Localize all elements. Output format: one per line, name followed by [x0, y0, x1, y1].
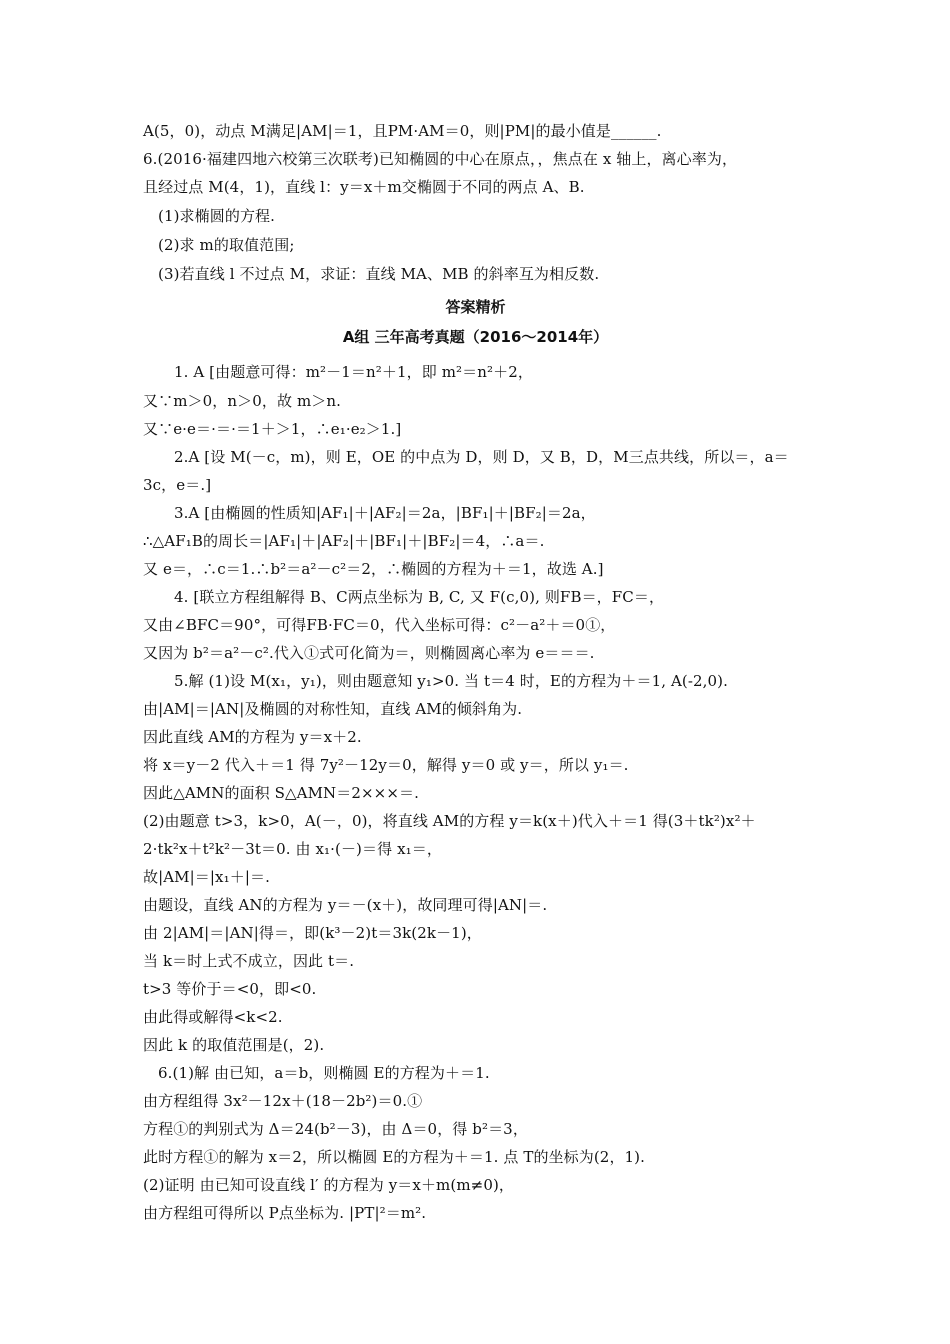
answer-line: 因此△AMN的面积 S△AMN＝2×××＝.: [143, 784, 419, 802]
answer-line: 又∵e·e＝·＝·＝1＋＞1，∴e₁·e₂＞1.]: [143, 420, 402, 438]
answers-group-title: A组 三年高考真题（2016～2014年）: [342, 328, 609, 346]
answer-line: 又∵m＞0，n＞0，故 m＞n.: [143, 392, 341, 410]
answer-line: ∴△AF₁B的周长＝|AF₁|＋|AF₂|＋|BF₁|＋|BF₂|＝4，∴a＝.: [143, 532, 545, 550]
answer-line: 因此 k 的取值范围是(，2).: [143, 1036, 325, 1054]
answer-line: 4. [联立方程组解得 B、C两点坐标为 B, C, 又 F(c,0), 则FB＝，FC＝，: [174, 588, 665, 606]
answer-line: 此时方程①的解为 x＝2，所以椭圆 E的方程为＋＝1. 点 T的坐标为(2，1).: [143, 1148, 646, 1166]
answer-line: 5.解 (1)设 M(x₁，y₁)，则由题意知 y₁>0. 当 t＝4 时，E的方程为＋＝1, A(-2,0).: [174, 672, 728, 690]
answer-line: 由题设，直线 AN的方程为 y＝－(x＋)，故同理可得|AN|＝.: [143, 896, 548, 914]
answer-line: 又由∠BFC＝90°，可得FB·FC＝0，代入坐标可得：c²－a²＋＝0①，: [143, 616, 616, 634]
answer-line: 由方程组得 3x²－12x＋(18－2b²)＝0.①: [143, 1092, 423, 1110]
answer-line: 由|AM|＝|AN|及椭圆的对称性知，直线 AM的倾斜角为.: [143, 700, 523, 718]
problem-line-5: (2)求 m的取值范围;: [158, 236, 295, 254]
answer-line: 由方程组可得所以 P点坐标为. |PT|²＝m².: [143, 1204, 427, 1222]
answer-line: 因此直线 AM的方程为 y＝x＋2.: [143, 728, 362, 746]
answer-line: 6.(1)解 由已知，a＝b，则椭圆 E的方程为＋＝1.: [158, 1064, 490, 1082]
answer-line: 又因为 b²＝a²－c².代入①式可化简为＝，则椭圆离心率为 e＝＝＝.: [143, 644, 595, 662]
answer-line: 3c，e＝.]: [143, 476, 212, 494]
answer-line: (2)证明 由已知可设直线 l′ 的方程为 y＝x＋m(m≠0)，: [143, 1176, 515, 1194]
answer-line: t>3 等价于＝<0，即<0.: [143, 980, 317, 998]
answer-line: 3.A [由椭圆的性质知|AF₁|＋|AF₂|＝2a，|BF₁|＋|BF₂|＝2a，: [174, 504, 596, 522]
answer-line: 2·tk²x＋t²k²－3t＝0. 由 x₁·(－)＝得 x₁＝，: [143, 840, 442, 858]
answers-title: 答案精析: [445, 298, 506, 316]
answer-line: 将 x＝y－2 代入＋＝1 得 7y²－12y＝0，解得 y＝0 或 y＝，所以 y₁＝.: [143, 756, 629, 774]
answer-line: 方程①的判别式为 Δ＝24(b²－3)，由 Δ＝0，得 b²＝3，: [143, 1120, 528, 1138]
answer-line: (2)由题意 t>3，k>0，A(－，0)，将直线 AM的方程 y＝k(x＋)代入＋＝1 得(3＋tk²)x²＋: [143, 812, 756, 830]
answer-line: 当 k＝时上式不成立，因此 t＝.: [143, 952, 355, 970]
answer-line: 又 e＝，∴c＝1.∴b²＝a²－c²＝2，∴椭圆的方程为＋＝1，故选 A.]: [143, 560, 604, 578]
answer-line: 由 2|AM|＝|AN|得＝，即(k³－2)t＝3k(2k－1)，: [143, 924, 482, 942]
answer-line: 1. A [由题意可得：m²－1＝n²＋1，即 m²＝n²＋2，: [174, 363, 533, 381]
problem-line-1: A(5，0)，动点 M满足|AM|＝1，且PM·AM＝0，则|PM|的最小值是______.: [143, 122, 662, 140]
problem-line-2: 6.(2016·福建四地六校第三次联考)已知椭圆的中心在原点，，焦点在 x 轴上，离心率为，: [143, 150, 738, 168]
answer-line: 2.A [设 M(－c，m)，则 E，OE 的中点为 D，则 D，又 B，D，M三点共线，所以＝，a＝: [174, 448, 789, 466]
problem-line-4: (1)求椭圆的方程.: [158, 207, 276, 225]
answer-line: 由此得或解得<k<2.: [143, 1008, 283, 1026]
problem-line-6: (3)若直线 l 不过点 M，求证：直线 MA、MB 的斜率互为相反数.: [158, 265, 600, 283]
problem-line-3: 且经过点 M(4，1)，直线 l：y＝x＋m交椭圆于不同的两点 A、B.: [143, 178, 585, 196]
answer-line: 故|AM|＝|x₁＋|＝.: [143, 868, 270, 886]
